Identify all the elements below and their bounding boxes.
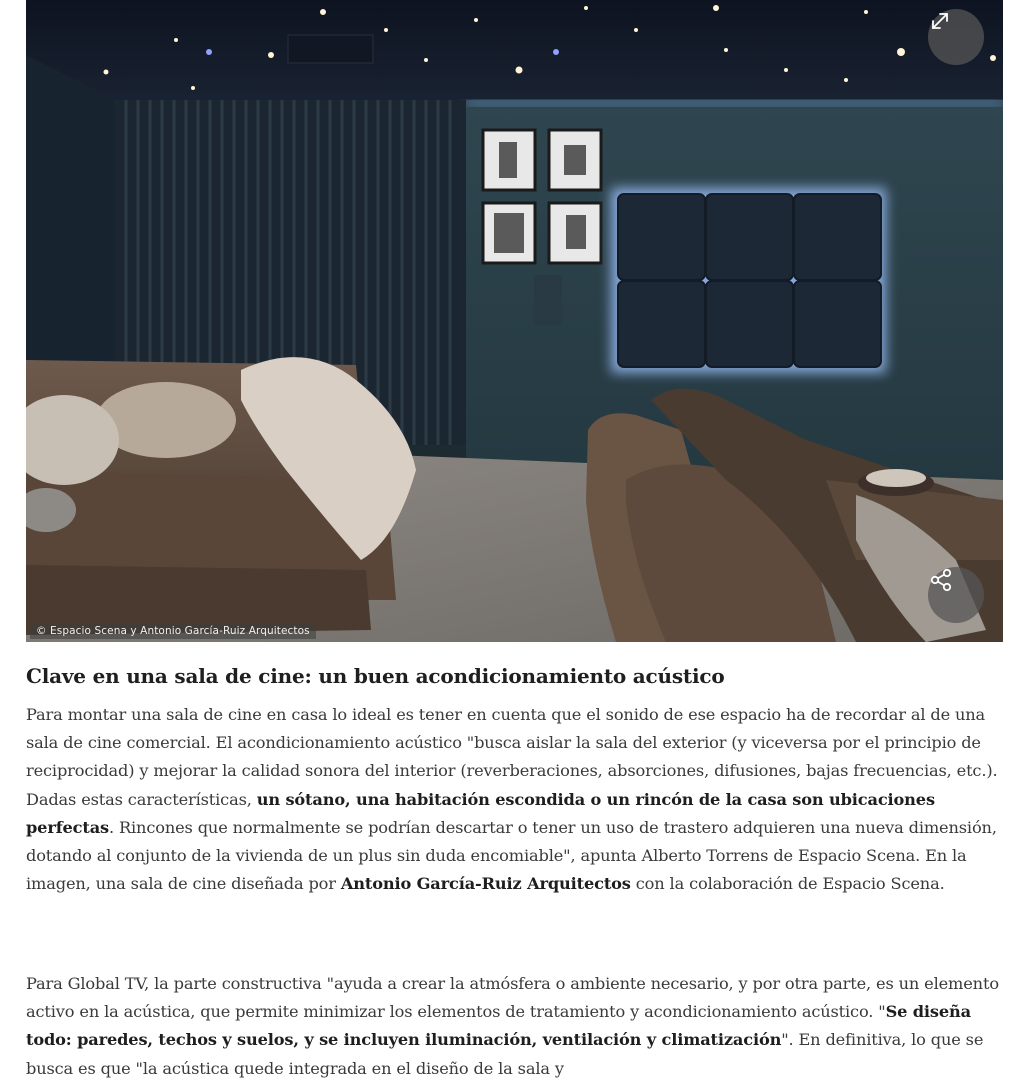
article-paragraph (26, 701, 1006, 898)
paragraph-bold-text: un sótano, una habitación escondida o un rincón de la casa son ubicaciones perfectas (26, 789, 935, 837)
share-icon (928, 567, 954, 593)
article-paragraph (26, 970, 1006, 1083)
paragraph-text: Para montar una sala de cine en casa lo ideal es tener en cuenta que el sonido de ese espacio ha de recordar al de una sala de cine comercial. El acondicionamiento acústico "busca aislar la sala del exterior (y viceversa por el principio de reciprocidad) y mejorar la calidad sonora del interior (reverberaciones, absorciones, difusiones, bajas frecuencias, etc.). Dadas estas características, (26, 705, 998, 809)
expand-arrows-icon (928, 9, 952, 33)
home-cinema-illustration (26, 0, 1003, 642)
paragraph-text: con la colaboración de Espacio Scena. (630, 874, 945, 894)
paragraph-text: ". En definitiva, lo que se busca es que "la acústica quede integrada en el diseño de la sala y (26, 1030, 984, 1078)
share-button[interactable] (928, 567, 984, 623)
paragraph-bold-text: Antonio García-Ruiz Arquitectos (340, 874, 631, 894)
photo-credit: © Espacio Scena y Antonio García-Ruiz Arquitectos (30, 623, 316, 639)
paragraph-text: Para Global TV, la parte constructiva "ayuda a crear la atmósfera o ambiente necesario, y por otra parte, es un elemento activo en la acústica, que permite minimizar los elementos de tratamiento y acondicionamiento acústico. " (26, 974, 999, 1022)
section-heading: Clave en una sala de cine: un buen acondicionamiento acústico (26, 664, 725, 688)
paragraph-text: . Rincones que normalmente se podrían descartar o tener un uso de trastero adquieren una nueva dimensión, dotando al conjunto de la vivienda de un plus sin duda encomiable", apunta Alberto Torrens de Espacio Scena. En la imagen, una sala de cine diseñada por (26, 817, 997, 894)
paragraph-bold-text: Se diseña todo: paredes, techos y suelos, y se incluyen iluminación, ventilación y climatización (26, 1002, 971, 1050)
article-photo[interactable] (26, 0, 1003, 642)
expand-image-button[interactable] (928, 9, 984, 65)
